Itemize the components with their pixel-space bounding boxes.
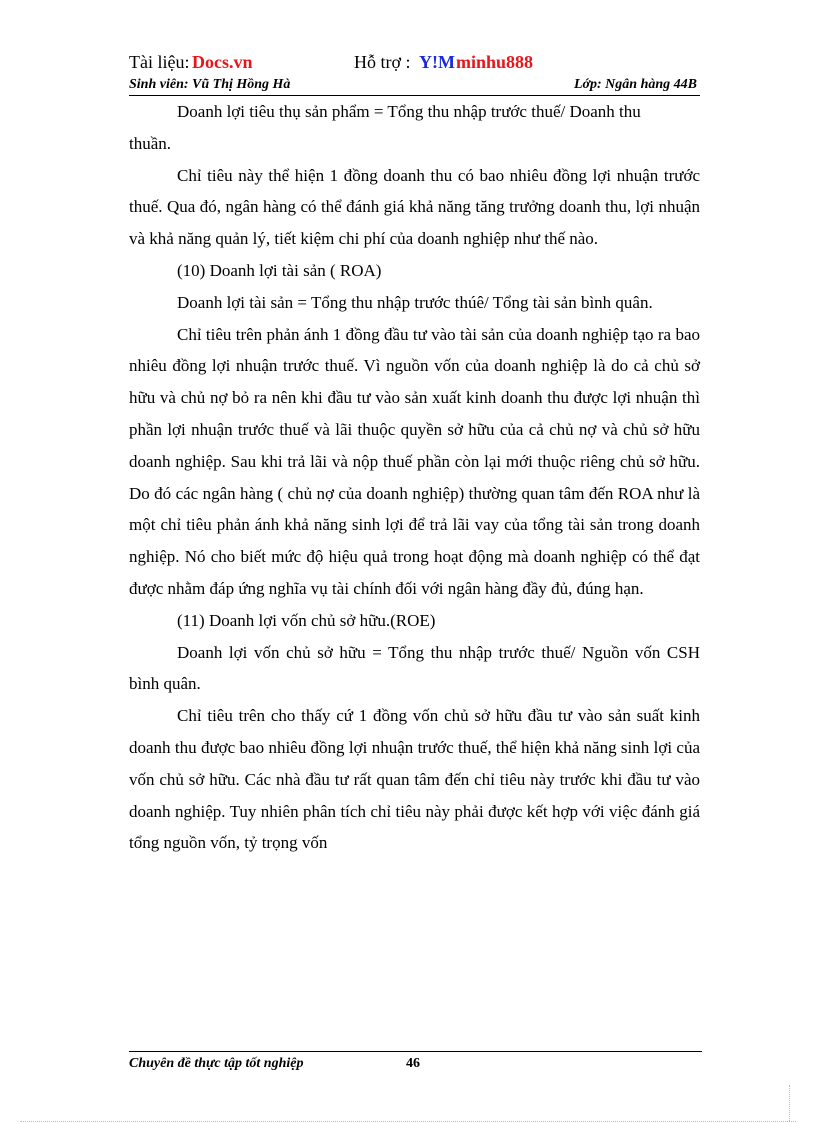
tailieu-label: Tài liệu: bbox=[129, 52, 190, 72]
paragraph-formula-sales: Doanh lợi tiêu thụ sản phẩm = Tổng thu nhập trước thuế/ Doanh thu bbox=[177, 102, 641, 121]
page-number: 46 bbox=[406, 1056, 420, 1071]
page-footer bbox=[129, 1056, 702, 1074]
support-user[interactable]: minhu888 bbox=[456, 52, 534, 72]
heading-roe: (11) Doanh lợi vốn chủ sở hữu.(ROE) bbox=[177, 610, 436, 630]
page-edge-horizontal bbox=[20, 1121, 796, 1122]
page-header bbox=[129, 77, 700, 96]
paragraph-formula-roe: Doanh lợi vốn chủ sở hữu = Tổng thu nhập trước thuế/ Nguồn vốn CSH bình quân. bbox=[129, 642, 700, 694]
footer-title: Chuyên đề thực tập tốt nghiệp bbox=[129, 1056, 304, 1071]
paragraph-continuation: thuần. bbox=[129, 133, 172, 153]
paragraph-roa-explanation: Chỉ tiêu trên phản ánh 1 đồng đầu tư vào tài sản của doanh nghiệp tạo ra bao nhiêu đồng lợi nhuận trước thuế. Vì nguồn vốn của doanh nghiệp là do cả chủ sở hữu và chủ nợ bỏ ra nên khi đầu tư vào sản xuất kinh doanh thu được lợi nhuận thì phần lợi nhuận trước thuế và lãi thuộc quyền sở hữu của cả chủ nợ và chủ sở hữu doanh nghiệp. Sau khi trả lãi và nộp thuế phần còn lại mới thuộc riêng chủ sở hữu. Do đó các ngân hàng ( chủ nợ của doanh nghiệp) thường quan tâm đến ROA như là một chỉ tiêu phản ánh khả năng sinh lợi để trả lãi vay của tổng tài sản trong doanh nghiệp. Nó cho biết mức độ hiệu quả trong hoạt động mà doanh nghiệp có thể đạt được nhằm đáp ứng nghĩa vụ tài chính đối với ngân hàng đầy đủ, đúng hạn. bbox=[129, 324, 700, 598]
paragraph-sales-explanation: Chỉ tiêu này thể hiện 1 đồng doanh thu có bao nhiêu đồng lợi nhuận trước thuế. Qua đó, ngân hàng có thể đánh giá khả năng tăng trưởng doanh thu, lợi nhuận và khả năng quản lý, tiết kiệm chi phí của doanh nghiệp như thế nào. bbox=[129, 165, 700, 249]
hotro-label: Hỗ trợ : bbox=[354, 52, 411, 72]
class-name: Lớp: Ngân hàng 44B bbox=[573, 77, 697, 92]
heading-roa: (10) Doanh lợi tài sản ( ROA) bbox=[177, 260, 382, 280]
document-body bbox=[129, 96, 700, 859]
ym-label: Y!M bbox=[419, 52, 455, 72]
paragraph-formula-roa: Doanh lợi tài sản = Tổng thu nhập trước thúê/ Tổng tài sản bình quân. bbox=[177, 292, 653, 312]
footer-divider bbox=[129, 1051, 702, 1052]
page-edge-vertical bbox=[789, 1085, 790, 1121]
site-link[interactable]: Docs.vn bbox=[192, 52, 253, 72]
student-name: Sinh viên: Vũ Thị Hồng Hà bbox=[129, 77, 291, 92]
docs-banner bbox=[129, 52, 709, 76]
paragraph-roe-explanation: Chỉ tiêu trên cho thấy cứ 1 đồng vốn chủ sở hữu đầu tư vào sản suất kinh doanh thu được bao nhiêu đồng lợi nhuận trước thuế, thể hiện khả năng sinh lợi của vốn chủ sở hữu. Các nhà đầu tư rất quan tâm đến chỉ tiêu này trước khi đầu tư vào doanh nghiệp. Tuy nhiên phân tích chỉ tiêu này phải được kết hợp với việc đánh giá tổng nguồn vốn, tỷ trọng vốn bbox=[129, 706, 700, 853]
